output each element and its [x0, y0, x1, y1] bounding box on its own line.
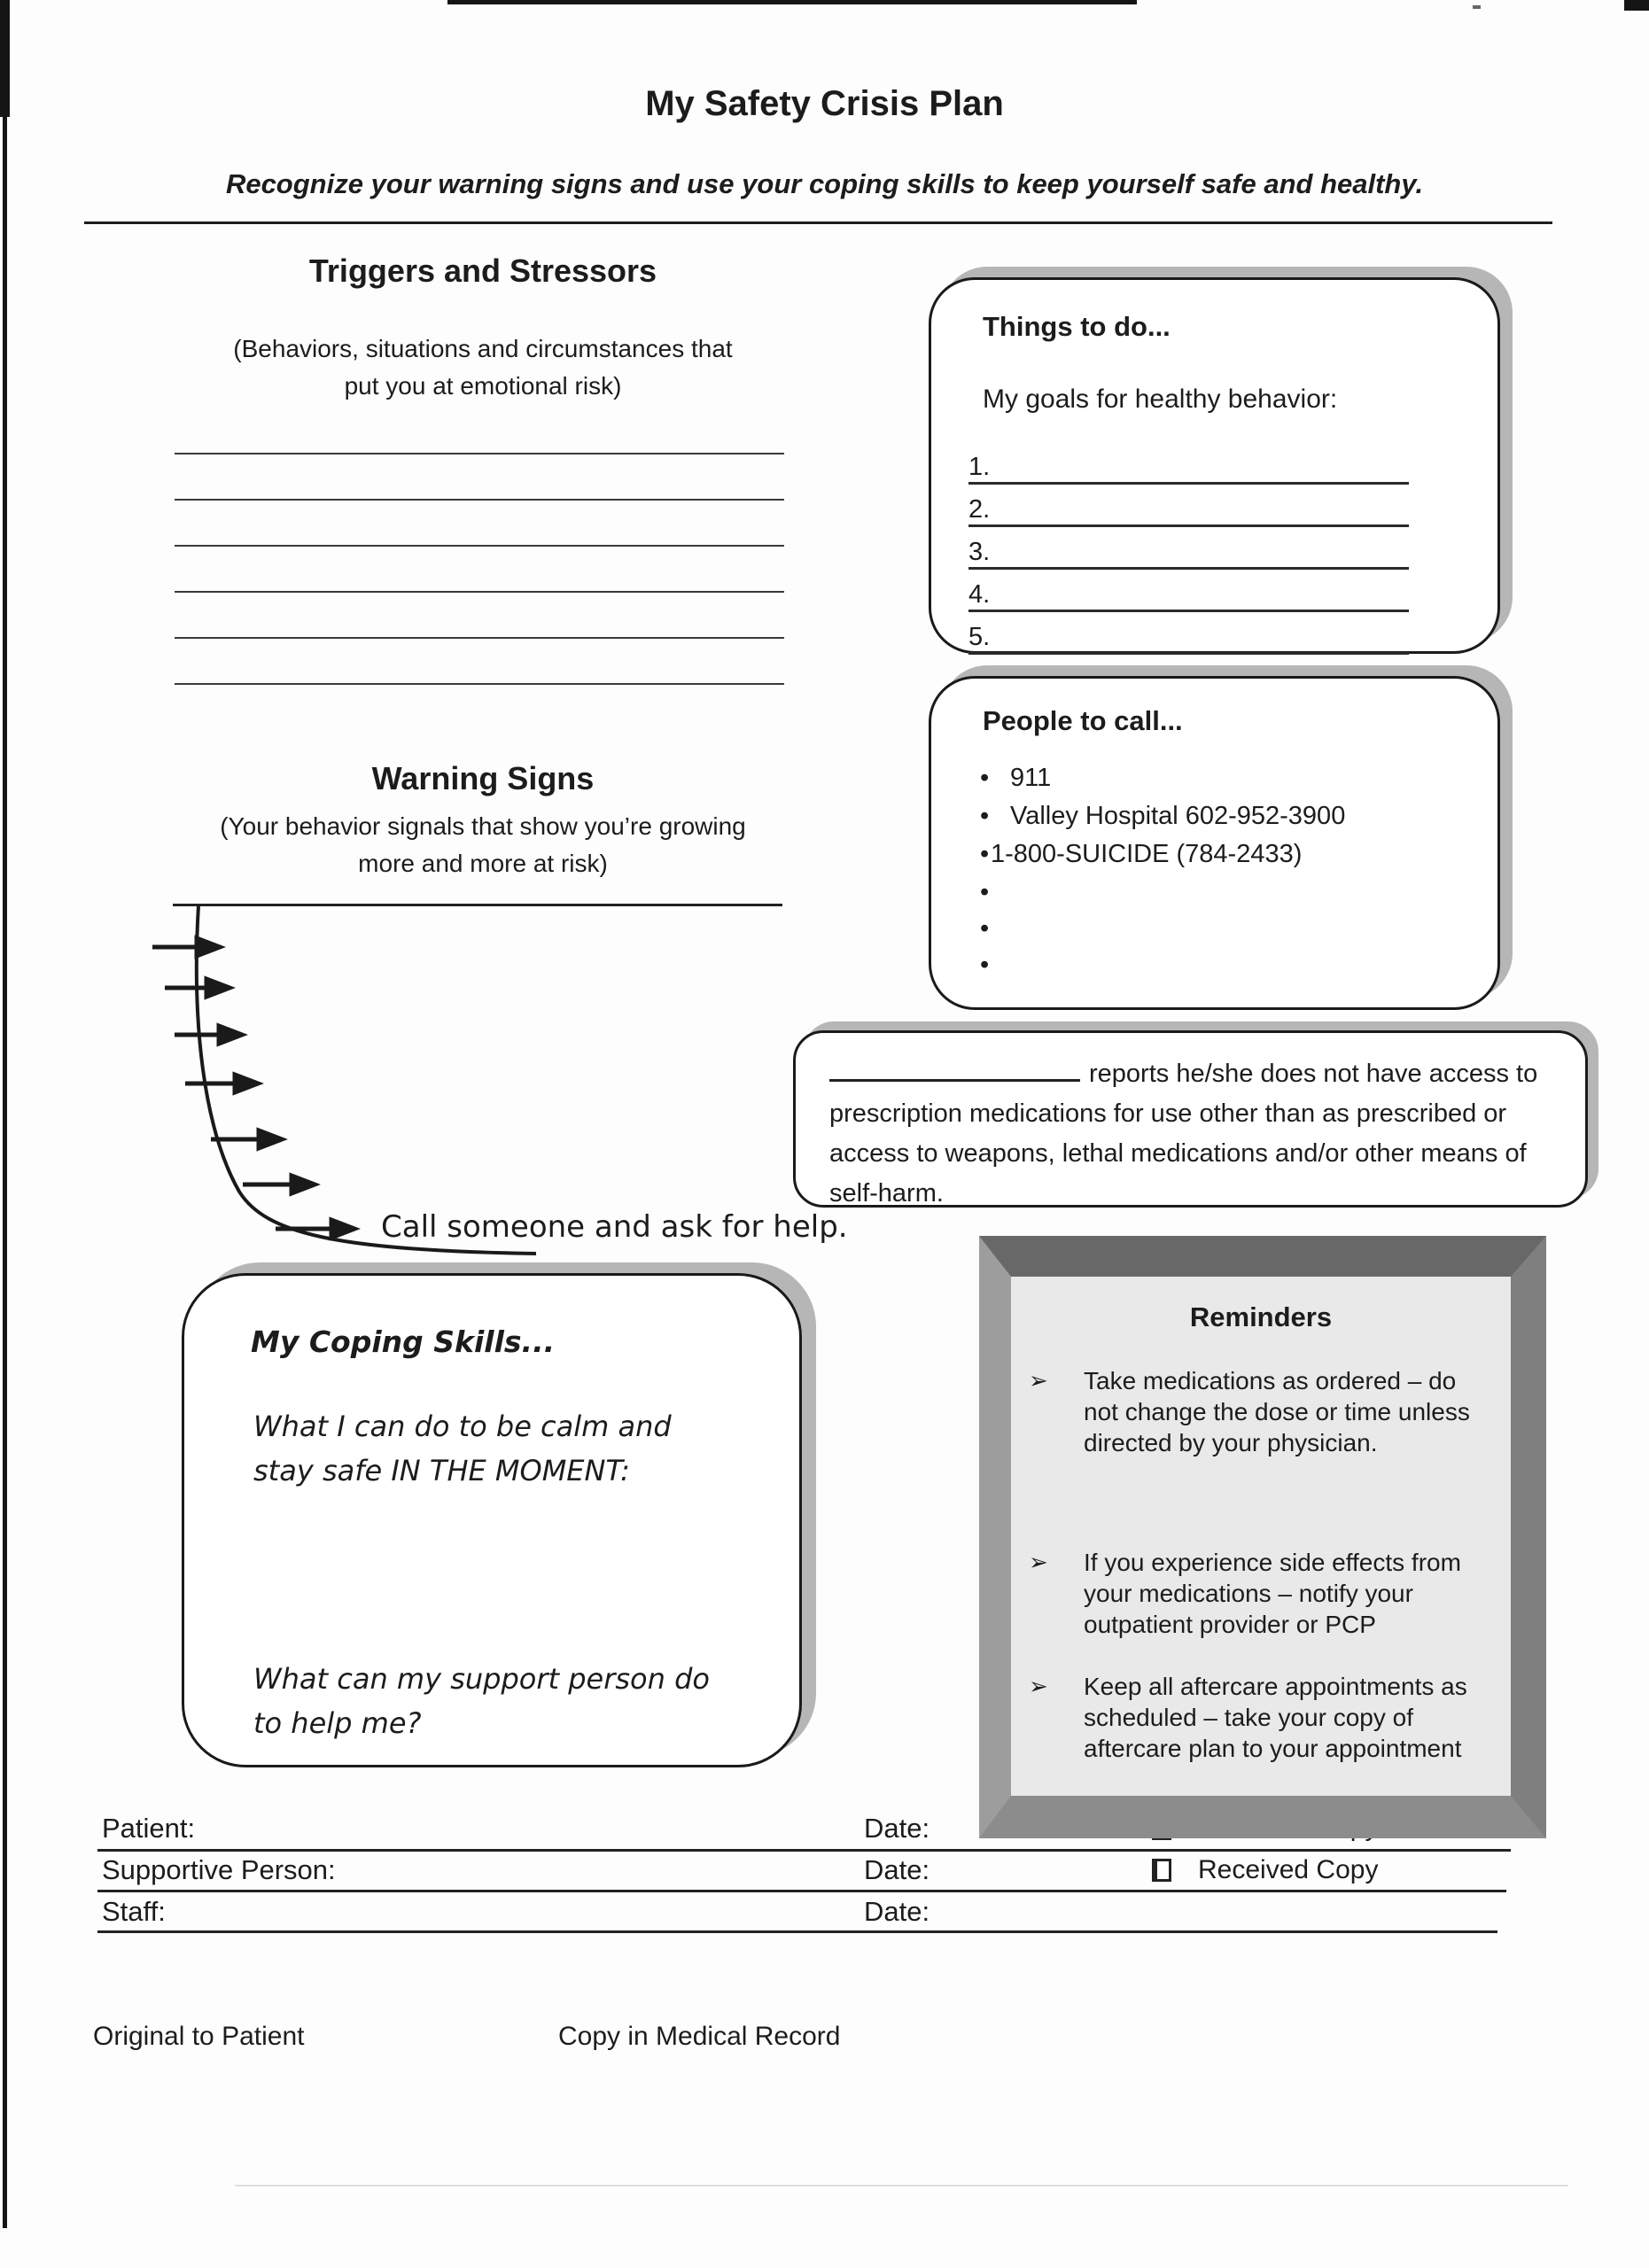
patient-signature-line — [97, 1849, 1511, 1852]
triggers-blank-line — [175, 683, 784, 685]
goal-line — [968, 567, 1409, 612]
triggers-blank-line — [175, 453, 784, 454]
reminder-item — [1029, 1365, 1481, 1458]
call-entry-text: 911 — [1010, 764, 1052, 792]
reminders-panel — [979, 1236, 1546, 1838]
statement-line1: reports he/she does not have access to — [1089, 1060, 1538, 1088]
footer-copy-in-medical-record: Copy in Medical Record — [558, 2022, 841, 2051]
call-entry — [980, 951, 1458, 980]
bullet-icon: • — [980, 878, 990, 906]
bullet-icon: • — [980, 764, 990, 792]
call-entry — [980, 914, 1458, 944]
scan-faint-line-bottom — [235, 2185, 1568, 2186]
goal-line — [968, 439, 1409, 485]
bullet-icon: • — [980, 914, 990, 943]
arrow-bullet-icon: ➢ — [1029, 1367, 1048, 1394]
statement-line3: access to weapons, lethal medications and/or other means of — [829, 1139, 1527, 1168]
people-to-call-heading: People to call... — [983, 705, 1183, 736]
warning-signs-description-line1: (Your behavior signals that show you’re growing — [220, 812, 746, 840]
supportive-date-label: Date: — [864, 1854, 930, 1885]
page-title: My Safety Crisis Plan — [645, 84, 1004, 123]
staff-signature-line — [97, 1930, 1497, 1933]
received-copy-checkbox-supportive — [1152, 1859, 1171, 1882]
header-divider — [84, 221, 1552, 224]
escalation-arrows — [152, 938, 354, 1238]
triggers-blank-line — [175, 637, 784, 639]
coping-skills-heading: My Coping Skills... — [251, 1324, 556, 1359]
page-subtitle: Recognize your warning signs and use your coping skills to keep yourself safe and healthy. — [225, 168, 1424, 199]
coping-skills-box — [182, 1273, 802, 1767]
things-to-do-intro: My goals for healthy behavior: — [983, 384, 1338, 414]
call-entry — [980, 840, 1458, 869]
goal-number: 4. — [968, 580, 991, 609]
goal-line — [968, 610, 1409, 655]
call-entry-text: Valley Hospital 602-952-3900 — [1010, 802, 1346, 830]
reminder-text: Keep all aftercare appointments as scheduled – take your copy of aftercare plan to your appointment — [1084, 1673, 1467, 1762]
reminder-text: Take medications as ordered – do not change the dose or time unless directed by your physician. — [1084, 1367, 1470, 1456]
warning-signs-heading: Warning Signs — [371, 760, 595, 796]
footer-original-to-patient: Original to Patient — [93, 2022, 305, 2051]
triggers-blank-line — [175, 591, 784, 593]
warning-signs-description-line2: more and more at risk) — [358, 850, 608, 877]
reminder-item — [1029, 1671, 1481, 1764]
no-access-statement-box — [793, 1030, 1588, 1208]
patient-date-label: Date: — [864, 1813, 930, 1844]
triggers-heading: Triggers and Stressors — [308, 252, 657, 289]
scan-mark-top-right — [1624, 0, 1649, 11]
triggers-description-line1: (Behaviors, situations and circumstances that — [233, 335, 733, 362]
reminder-item — [1029, 1547, 1481, 1640]
call-entry-text: 1-800-SUICIDE (784-2433) — [991, 840, 1303, 868]
goal-number: 1. — [968, 453, 991, 481]
coping-skills-prompt2: What can my support person do to help me? — [253, 1662, 710, 1740]
received-copy-label-supportive: Received Copy — [1198, 1855, 1379, 1884]
bullet-icon: • — [980, 802, 990, 830]
scan-edge-line-left — [3, 0, 7, 2228]
scan-edge-line-top — [447, 0, 1137, 4]
reminders-heading: Reminders — [1189, 1301, 1333, 1332]
supportive-signature-line — [97, 1890, 1506, 1892]
bullet-icon: • — [980, 951, 990, 979]
arrow-bullet-icon: ➢ — [1029, 1673, 1048, 1699]
arrow-bullet-icon: ➢ — [1029, 1549, 1048, 1575]
name-blank-line — [829, 1052, 1080, 1082]
statement-line2: prescription medications for use other than as prescribed or — [829, 1099, 1507, 1128]
call-entry — [980, 802, 1458, 831]
no-access-statement-text — [829, 1052, 1547, 1214]
reminder-text: If you experience side effects from your medications – notify your outpatient provider or PCP — [1084, 1549, 1461, 1638]
call-entry — [980, 878, 1458, 907]
triggers-description-line2: put you at emotional risk) — [344, 372, 622, 400]
staff-label: Staff: — [102, 1896, 166, 1927]
scan-speck — [1473, 5, 1481, 9]
triggers-blank-line — [175, 499, 784, 501]
things-to-do-box — [929, 277, 1500, 654]
supportive-person-label: Supportive Person: — [102, 1854, 336, 1885]
call-someone-text: Call someone and ask for help. — [381, 1209, 848, 1245]
goal-line — [968, 524, 1409, 570]
goal-number: 2. — [968, 495, 991, 524]
call-entry — [980, 764, 1458, 793]
things-to-do-heading: Things to do... — [983, 311, 1171, 342]
bullet-icon: • — [980, 840, 990, 868]
staff-date-label: Date: — [864, 1896, 930, 1927]
patient-label: Patient: — [102, 1813, 196, 1844]
statement-line4: self-harm. — [829, 1179, 944, 1208]
people-to-call-box — [929, 676, 1500, 1010]
goal-number: 5. — [968, 623, 991, 651]
coping-skills-prompt1: What I can do to be calm and stay safe IN THE MOMENT: — [253, 1410, 672, 1487]
triggers-blank-line — [175, 545, 784, 547]
goal-number: 3. — [968, 538, 991, 566]
goal-line — [968, 482, 1409, 527]
